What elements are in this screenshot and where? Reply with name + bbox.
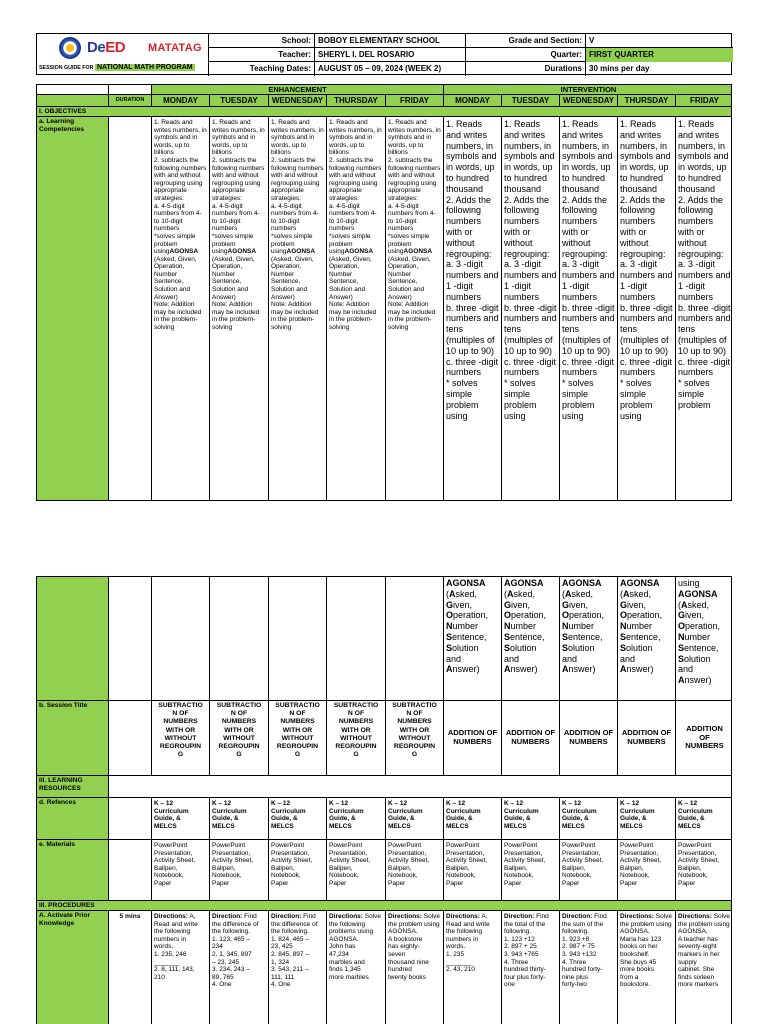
materials-cell: PowerPoint Presentation, Activity Sheet, Ballpen, Notebook, Paper [618,840,676,901]
band-row [37,85,732,95]
materials-cell: PowerPoint Presentation, Activity Sheet, Ballpen, Notebook, Paper [269,840,327,901]
activity-cell: Direction: Find the difference of the following. 1. 824, 465 – 23, 425 2. 845, 897 – 1, 324 3. 543, 211 – 111, 111 4. One [269,911,327,1024]
agonsa-line: Given, [562,599,589,610]
session-guide-label: SESSION GUIDE FOR NATIONAL MATH PROGRAM [39,64,193,71]
grade-value: V [585,34,733,48]
deped-logo: DeED [87,39,126,56]
agonsa-line: Sentence, [562,631,603,642]
agonsa-cell [502,577,560,701]
agonsa-line: Sentence, [620,631,661,642]
day-header: THURSDAY [327,95,386,107]
agonsa-line: Number [620,621,653,632]
dates-label: Teaching Dates: [249,64,311,73]
agonsa-line: and [446,653,462,664]
references-cell: K – 12 Curriculum Guide, & MELCS [269,798,327,840]
enhancement-competency-cell: 1. Reads and writes numbers, in symbols and in words, up to billions 2. subtracts the following numbers with and without regrouping using appropriate strategies: a. 4-5-digit numbers from 4- to 10-digit numbers *solves simple problem usingAGONSA (Asked, Given, Operation, Number Sentence, Solution and Answer) Note: Addition may be included in the problem-solving [386,117,444,501]
resources-row [37,776,732,798]
agonsa-line: (Asked, [446,588,478,599]
references-cell: K – 12 Curriculum Guide, & MELCS [560,798,618,840]
agonsa-line: Number [504,621,537,632]
school-label: School: [281,36,311,45]
agonsa-word: AGONSA [562,578,602,588]
materials-cell: PowerPoint Presentation, Activity Sheet, Ballpen, Notebook, Paper [386,840,444,901]
materials-cell: PowerPoint Presentation, Activity Sheet, Ballpen, Notebook, Paper [327,840,386,901]
competencies-label: a. Learning Competencies [37,117,109,501]
agonsa-line: (Asked, [504,588,536,599]
materials-cell: PowerPoint Presentation, Activity Sheet, Ballpen, Notebook, Paper [502,840,560,901]
objectives-row [37,107,732,117]
agonsa-cell [444,577,502,701]
materials-cell: PowerPoint Presentation, Activity Sheet, Ballpen, Notebook, Paper [152,840,210,901]
references-cell: K – 12 Curriculum Guide, & MELCS [676,798,732,840]
agonsa-line: Sentence, [446,631,487,642]
agonsa-cell [618,577,676,701]
materials-label: e. Materials [37,840,109,901]
procedures-row [37,901,732,911]
intervention-header: INTERVENTION [444,85,732,95]
duration-column-header: DURATION [109,95,152,107]
agonsa-line: Given, [678,610,705,621]
activity-cell: Directions: Solve the problem using AGONSA. A teacher has seventy-eight markers in her supply cabinet. She finds sixteen more markers [676,911,732,1024]
agonsa-cell [560,577,618,701]
enhancement-competency-cell: 1. Reads and writes numbers, in symbols and in words, up to billions 2. subtracts the following numbers with and without regrouping using appropriate strategies: a. 4-5-digit numbers from 4- to 10-digit numbers *solves simple problem usingAGONSA (Asked, Given, Operation, Number Sentence, Solution and Answer) Note: Addition may be included in the problem-solving [269,117,327,501]
enhancement-competency-cell: 1. Reads and writes numbers, in symbols and in words, up to billions 2. subtracts the following numbers with and without regrouping using appropriate strategies: a. 4-5-digit numbers from 4- to 10-digit numbers *solves simple problem usingAGONSA (Asked, Given, Operation, Number Sentence, Solution and Answer) Note: Addition may be included in the problem-solving [210,117,269,501]
agonsa-line: Solution [446,642,479,653]
agonsa-line: Sentence, [678,642,719,653]
session-title: SUBTRACTIO N OF NUMBERS WITH OR WITHOUT REGROUPIN G [210,701,269,776]
program-name: NATIONAL MATH PROGRAM [96,64,193,71]
session-title: ADDITION OF NUMBERS [502,701,560,776]
references-label: d. Refences [37,798,109,840]
references-row [37,798,732,840]
duration-label: Durations [544,64,582,73]
agonsa-line: (Asked, [562,588,594,599]
competencies-row [37,117,732,501]
logo-block [37,34,209,76]
session-header [36,33,732,75]
intervention-competency-cell: 1. Reads and writes numbers, in symbols and in words, up to hundred thousand 2. Adds the following numbers with or without regrouping: a. 3 -digit numbers and 1 -digit numbers b. three -digit numbers and tens (multiples of 10 up to 90) c. three -digit numbers * solves simple problem using [560,117,618,501]
activate-duration: 5 mins [109,911,152,1024]
agonsa-line: and [504,653,520,664]
agonsa-line: Answer) [620,664,654,675]
agonsa-line: Answer) [562,664,596,675]
day-header: FRIDAY [386,95,444,107]
agonsa-line: Operation, [620,610,663,621]
enhancement-header: ENHANCEMENT [152,85,444,95]
session-title: SUBTRACTIO N OF NUMBERS WITH OR WITHOUT REGROUPIN G [386,701,444,776]
agonsa-line: Sentence, [504,631,545,642]
materials-row [37,840,732,901]
agonsa-word: AGONSA [678,588,718,599]
references-cell: K – 12 Curriculum Guide, & MELCS [152,798,210,840]
agonsa-line: Number [678,631,711,642]
agonsa-line: Operation, [446,610,489,621]
day-header: FRIDAY [676,95,732,107]
activity-cell: Direction: Find the difference of the following. 1. 123, 465 – 234 2. 1, 345, 897 – 23, 245 3. 234, 243 – 89, 765 4. One [210,911,269,1024]
session-title: ADDITION OF NUMBERS [560,701,618,776]
agonsa-line: Answer) [678,675,712,686]
lesson-table-page-1 [36,84,732,501]
enhancement-competency-cell: 1. Reads and writes numbers, in symbols and in words, up to billions 2. subtracts the following numbers with and without regrouping using appropriate strategies: a. 4-5-digit numbers from 4- to 10-digit numbers *solves simple problem usingAGONSA (Asked, Given, Operation, Number Sentence, Solution and Answer) Note: Addition may be included in the problem-solving [327,117,386,501]
procedures-label: III. PROCEDURES [37,901,732,911]
agonsa-line: Answer) [504,664,538,675]
school-value: BOBOY ELEMENTARY SCHOOL [314,34,465,48]
day-header: THURSDAY [618,95,676,107]
references-cell: K – 12 Curriculum Guide, & MELCS [210,798,269,840]
day-header: MONDAY [152,95,210,107]
references-cell: K – 12 Curriculum Guide, & MELCS [386,798,444,840]
references-cell: K – 12 Curriculum Guide, & MELCS [502,798,560,840]
deped-seal-icon [59,37,81,59]
agonsa-line: Given, [620,599,647,610]
agonsa-line: Given, [446,599,473,610]
agonsa-line: Number [446,621,479,632]
resources-label: III. LEARNING RESOURCES [37,776,109,798]
agonsa-line: Answer) [446,664,480,675]
agonsa-line: Solution [562,642,595,653]
day-header: MONDAY [444,95,502,107]
activity-cell: Direction: Find the sum of the following. 1. 923 +8 2. 987 + 75 3. 943 +132 4. Three hundred forty- nine plus forty-two [560,911,618,1024]
agonsa-line: and [678,664,694,675]
day-header: TUESDAY [210,95,269,107]
agonsa-line: Given, [504,599,531,610]
activate-row [37,911,732,1024]
agonsa-word: AGONSA [620,578,660,588]
session-title-row [37,701,732,776]
session-title: ADDITION OF NUMBERS [618,701,676,776]
activity-cell: Direction: Find the total of the following. 1. 123 +12 2. 897 + 25 3. 943 +765 4. Three hundred thirty- four plus forty- one [502,911,560,1024]
intervention-competency-cell: 1. Reads and writes numbers, in symbols and in words, up to hundred thousand 2. Adds the following numbers with or without regrouping: a. 3 -digit numbers and 1 -digit numbers b. three -digit numbers and tens (multiples of 10 up to 90) c. three -digit numbers * solves simple problem [676,117,732,501]
competencies-continued-row [37,577,732,701]
agonsa-line: Operation, [504,610,547,621]
references-cell: K – 12 Curriculum Guide, & MELCS [327,798,386,840]
using-label: using [678,578,700,588]
activity-cell: Directions: A, Read and write the following numbers in words. 1. 235 _______ 2. 43, 210 [444,911,502,1024]
agonsa-word: AGONSA [504,578,544,588]
session-title-label: b. Session Title [37,701,109,776]
grade-label: Grade and Section: [508,36,582,45]
activity-cell: Directions: Solve the following problems using AGONSA. John has 47,234 marbles and finds 1,345 more marbles [327,911,386,1024]
references-cell: K – 12 Curriculum Guide, & MELCS [618,798,676,840]
agonsa-cell [676,577,732,701]
activity-cell: Directions: Solve the problem using AGONSA. Maria has 123 books on her bookshelf. She buys 45 more books from a bookstore. [618,911,676,1024]
agonsa-line: (Asked, [678,599,710,610]
materials-cell: PowerPoint Presentation, Activity Sheet, Ballpen, Notebook, Paper [210,840,269,901]
agonsa-line: Solution [504,642,537,653]
intervention-competency-cell: 1. Reads and writes numbers, in symbols and in words, up to hundred thousand 2. Adds the following numbers with or without regrouping: a. 3 -digit numbers and 1 -digit numbers b. three -digit numbers and tens (multiples of 10 up to 90) c. three -digit numbers * solves simple problem using [444,117,502,501]
session-title: ADDITION OF NUMBERS [444,701,502,776]
agonsa-line: Solution [678,653,711,664]
agonsa-line: Solution [620,642,653,653]
agonsa-line: Operation, [678,621,721,632]
agonsa-line: Number [562,621,595,632]
intervention-competency-cell: 1. Reads and writes numbers, in symbols and in words, up to hundred thousand 2. Adds the following numbers with or without regrouping: a. 3 -digit numbers and 1 -digit numbers b. three -digit numbers and tens (multiples of 10 up to 90) c. three -digit numbers * solves simple problem using [618,117,676,501]
dates-value: AUGUST 05 – 09, 2024 (WEEK 2) [314,62,465,76]
matatag-logo: MATATAG [148,42,202,54]
objectives-label: I. OBJECTIVES [37,107,732,117]
agonsa-word: AGONSA [446,578,486,588]
session-title: ADDITION OF NUMBERS [676,701,732,776]
session-title: SUBTRACTIO N OF NUMBERS WITH OR WITHOUT REGROUPIN G [327,701,386,776]
teacher-label: Teacher: [278,50,311,59]
teacher-value: SHERYL I. DEL ROSARIO [314,48,465,62]
enhancement-competency-cell: 1. Reads and writes numbers, in symbols and in words, up to billions 2. subtracts the following numbers with and without regrouping using appropriate strategies: a. 4-5-digit numbers from 4- to 10-digit numbers *solves simple problem usingAGONSA (Asked, Given, Operation, Number Sentence, Solution and Answer) Note: Addition may be included in the problem-solving [152,117,210,501]
session-title: SUBTRACTIO N OF NUMBERS WITH OR WITHOUT REGROUPIN G [269,701,327,776]
activity-cell: Directions: A, Read and write the following numbers in words. 1. 235, 246 _______ 2. 8, 111, 143, 210 [152,911,210,1024]
quarter-value: FIRST QUARTER [585,48,733,62]
session-title: SUBTRACTIO N OF NUMBERS WITH OR WITHOUT REGROUPIN G [152,701,210,776]
duration-value: 30 mins per day [585,62,733,76]
materials-cell: PowerPoint Presentation, Activity Sheet, Ballpen, Notebook, Paper [444,840,502,901]
day-header: WEDNESDAY [560,95,618,107]
day-header: TUESDAY [502,95,560,107]
agonsa-line: and [562,653,578,664]
quarter-label: Quarter: [550,50,582,59]
activate-label: A. Activate Prior Knowledge [37,911,109,1024]
activity-cell: Directions: Solve the problem using AGONSA. A bookstore has eighty- seven thousand nine hundred twenty books [386,911,444,1024]
intervention-competency-cell: 1. Reads and writes numbers, in symbols and in words, up to hundred thousand 2. Adds the following numbers with or without regrouping: a. 3 -digit numbers and 1 -digit numbers b. three -digit numbers and tens (multiples of 10 up to 90) c. three -digit numbers * solves simple problem using [502,117,560,501]
materials-cell: PowerPoint Presentation, Activity Sheet, Ballpen, Notebook, Paper [676,840,732,901]
agonsa-line: and [620,653,636,664]
references-cell: K – 12 Curriculum Guide, & MELCS [444,798,502,840]
day-header-row [37,95,732,107]
lesson-table-page-2 [36,576,732,1024]
agonsa-line: (Asked, [620,588,652,599]
materials-cell: PowerPoint Presentation, Activity Sheet, Ballpen, Notebook, Paper [560,840,618,901]
day-header: WEDNESDAY [269,95,327,107]
agonsa-line: Operation, [562,610,605,621]
